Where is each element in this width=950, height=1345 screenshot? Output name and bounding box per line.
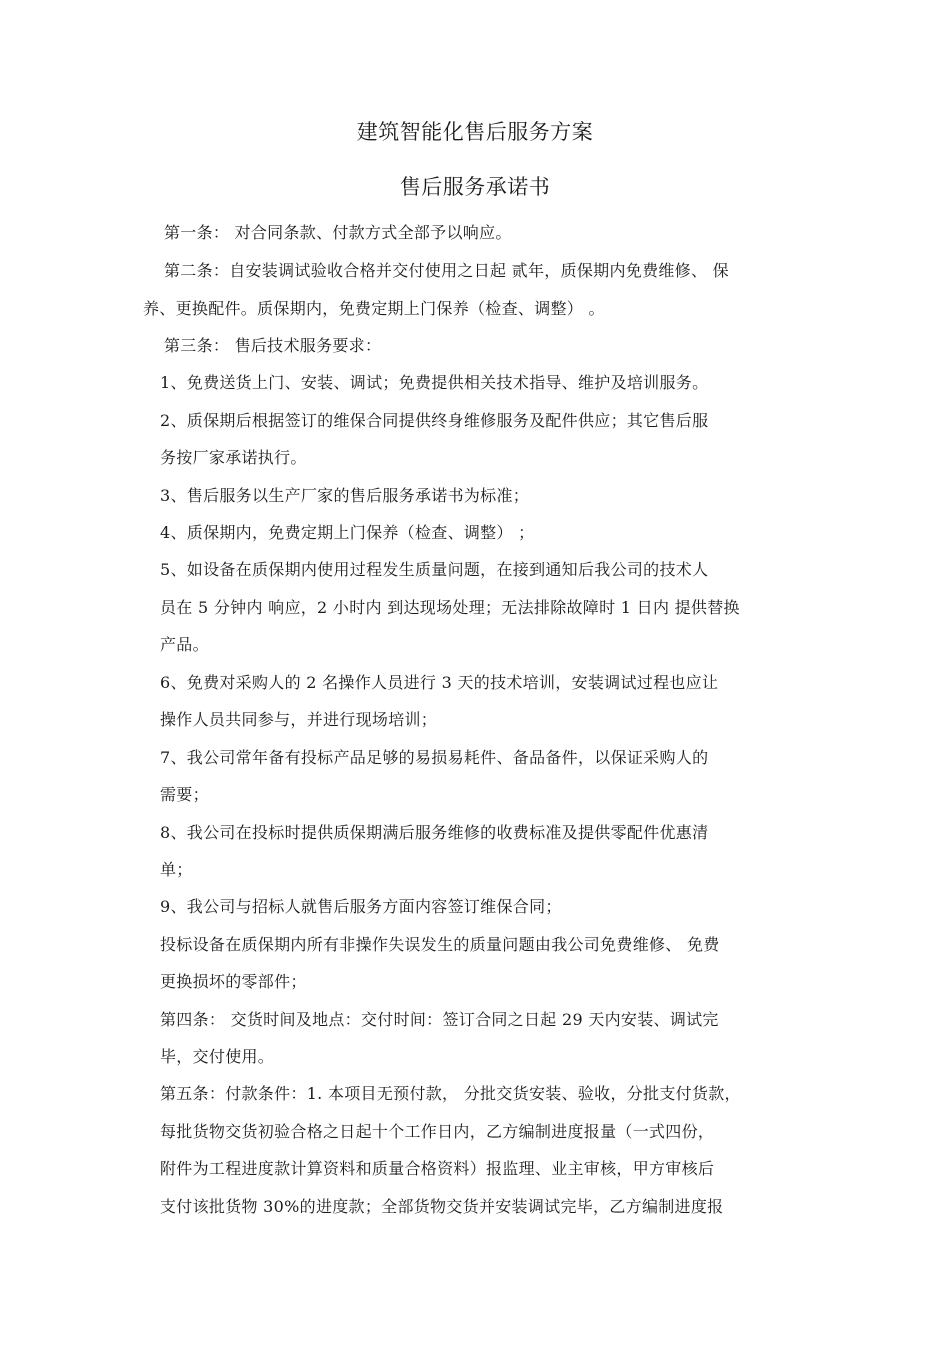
text-line: 投标设备在质保期内所有非操作失误发生的质量问题由我公司免费维修、 免费 — [160, 935, 720, 954]
text-line: 操作人员共同参与，并进行现场培训； — [160, 710, 438, 729]
text-line: 4、质保期内，免费定期上门保养（检查、调整） ； — [160, 523, 535, 542]
text-line: 第四条： 交货时间及地点：交付时间：签订合同之日起 29 天内安装、调试完 — [160, 1010, 719, 1029]
text-line: 支付该批货物 30%的进度款；全部货物交货并安装调试完毕，乙方编制进度报 — [160, 1197, 724, 1216]
text-line: 第一条： 对合同条款、付款方式全部予以响应。 — [164, 223, 512, 242]
text-line: 需要； — [160, 785, 209, 804]
text-line: 1、免费送货上门、安装、调试；免费提供相关技术指导、维护及培训服务。 — [160, 373, 709, 392]
text-line: 9、我公司与招标人就售后服务方面内容签订维保合同； — [160, 897, 562, 916]
text-line: 6、免费对采购人的 2 名操作人员进行 3 天的技术培训，安装调试过程也应让 — [160, 673, 719, 692]
text-line: 员在 5 分钟内 响应，2 小时内 到达现场处理；无法排除故障时 1 日内 提供替换 — [160, 598, 740, 617]
text-line: 每批货物交货初验合格之日起十个工作日内，乙方编制进度报量（一式四份， — [160, 1122, 715, 1141]
text-line: 第三条： 售后技术服务要求： — [164, 336, 382, 355]
text-line: 更换损坏的零部件； — [160, 972, 307, 991]
text-line: 毕，交付使用。 — [160, 1047, 275, 1066]
text-line: 7、我公司常年备有投标产品足够的易损易耗件、备品备件，以保证采购人的 — [160, 748, 709, 767]
document-subtitle: 售后服务承诺书 — [399, 175, 551, 199]
text-line: 务按厂家承诺执行。 — [160, 448, 307, 467]
text-line: 第五条：付款条件：1. 本项目无预付款， 分批交货安装、验收，分批支付货款， — [160, 1084, 741, 1103]
text-line: 2、质保期后根据签订的维保合同提供终身维修服务及配件供应；其它售后服 — [160, 411, 709, 430]
text-line: 8、我公司在投标时提供质保期满后服务维修的收费标准及提供零配件优惠清 — [160, 823, 709, 842]
text-line: 3、售后服务以生产厂家的售后服务承诺书为标准； — [160, 486, 530, 505]
text-line: 产品。 — [160, 635, 209, 654]
text-line: 第二条：自安装调试验收合格并交付使用之日起 贰年，质保期内免费维修、 保 — [164, 261, 729, 280]
text-line: 5、如设备在质保期内使用过程发生质量问题，在接到通知后我公司的技术人 — [160, 560, 709, 579]
text-line: 养、更换配件。质保期内，免费定期上门保养（检查、调整） 。 — [143, 299, 605, 318]
text-line: 单； — [160, 860, 193, 879]
text-line: 附件为工程进度款计算资料和质量合格资料）报监理、业主审核，甲方审核后 — [160, 1159, 715, 1178]
document-title: 建筑智能化售后服务方案 — [356, 120, 594, 144]
